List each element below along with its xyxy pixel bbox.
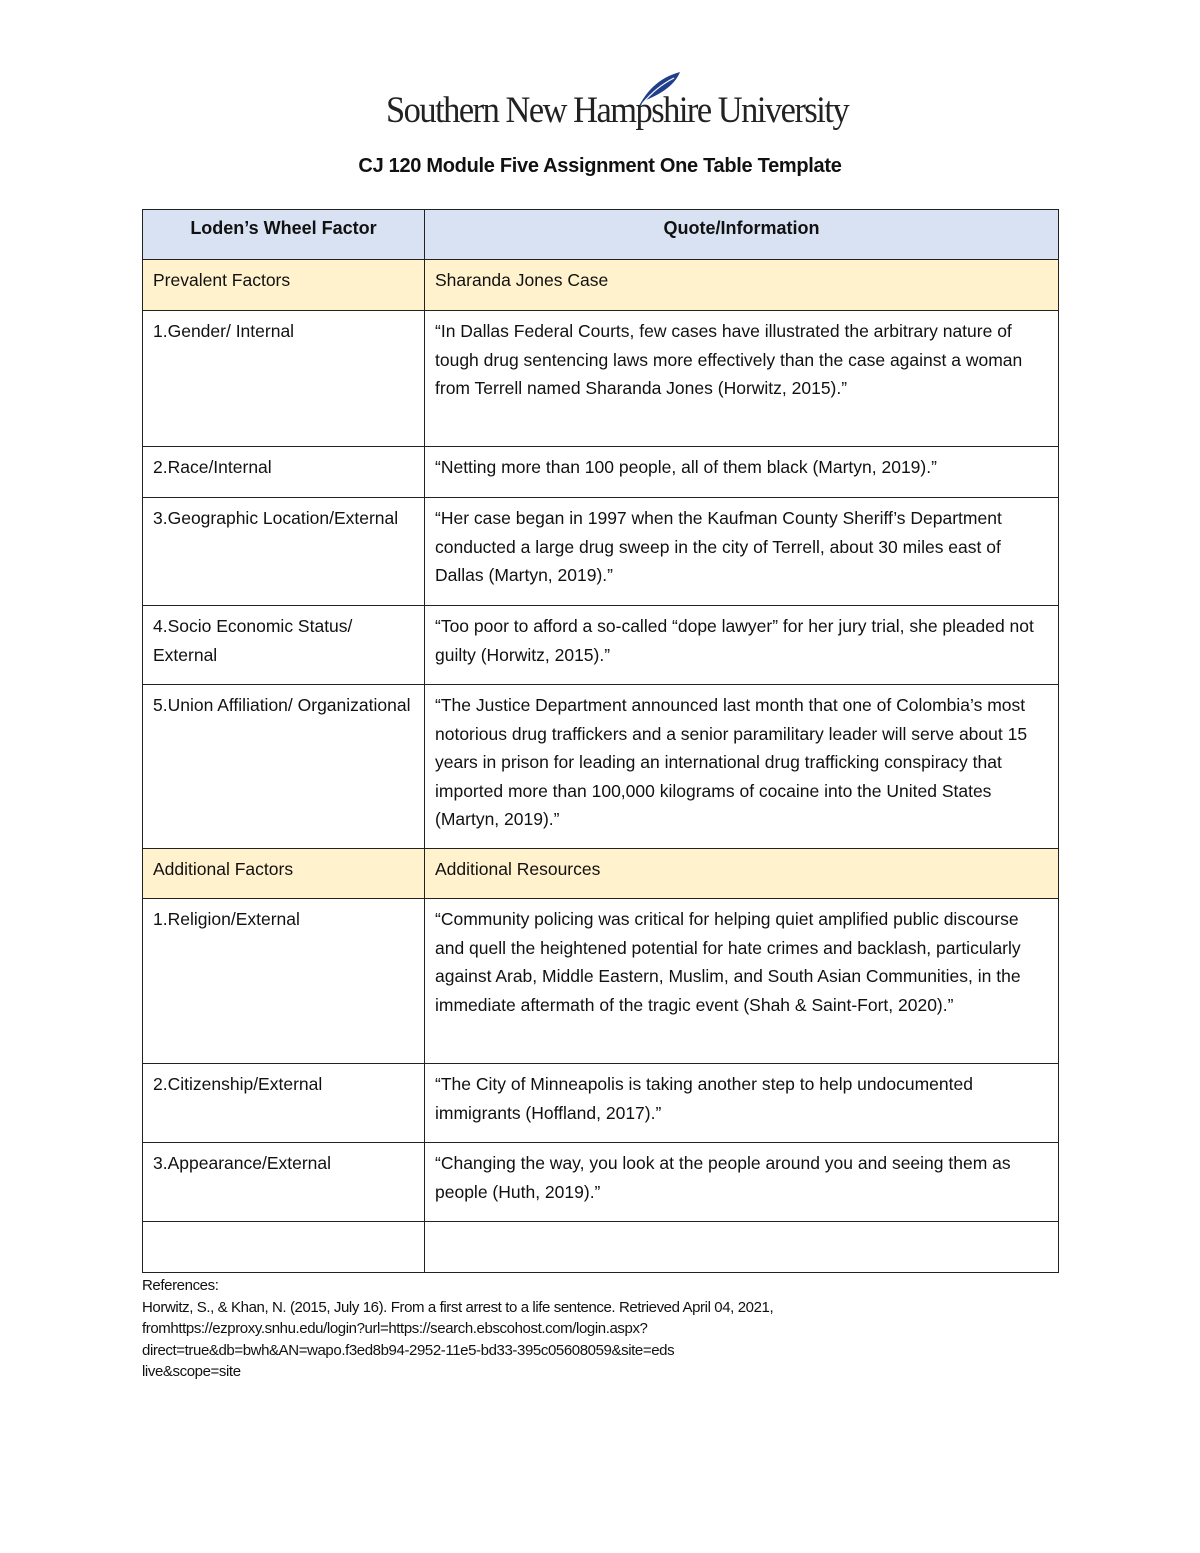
info-cell: “Community policing was critical for helping quiet amplified public discourse and quell the heightened potential for hate crimes and backlash, particularly against Arab, Middle Eastern, Muslim, and South Asian Communities, in the immediate aftermath of the tragic event (Shah & Saint-Fort, 2020).” [425,899,1059,1064]
info-cell: “The Justice Department announced last month that one of Colombia’s most notorious drug traffickers and a senior paramilitary leader will serve about 15 years in prison for leading an international drug trafficking conspiracy that imported more than 100,000 kilograms of cocaine into the United States (Martyn, 2019).” [425,685,1059,849]
factor-cell [143,1222,425,1273]
logo-text: Southern New Hampshire University [386,90,849,131]
info-cell: Sharanda Jones Case [425,260,1059,311]
reference-line: fromhttps://ezproxy.snhu.edu/login?url=https://search.ebscohost.com/login.aspx? [142,1320,648,1337]
references [142,1275,902,1383]
table-row [143,606,1059,685]
factor-cell: 2.Race/Internal [143,447,425,498]
info-cell: “Changing the way, you look at the people around you and seeing them as people (Huth, 2019).” [425,1143,1059,1222]
table-row [143,1143,1059,1222]
table-row [143,685,1059,849]
info-cell: “Her case began in 1997 when the Kaufman County Sheriff’s Department conducted a large drug sweep in the city of Terrell, about 30 miles east of Dallas (Martyn, 2019).” [425,498,1059,606]
info-cell: “Too poor to afford a so-called “dope lawyer” for her jury trial, she pleaded not guilty (Horwitz, 2015).” [425,606,1059,685]
info-cell [425,1222,1059,1273]
section-row [143,849,1059,899]
table-row [143,899,1059,1064]
info-cell: Additional Resources [425,849,1059,899]
factor-cell: 1.Gender/ Internal [143,311,425,447]
factor-cell: 1.Religion/External [143,899,425,1064]
loden-wheel-table [142,209,1059,1273]
reference-line: direct=true&db=bwh&AN=wapo.f3ed8b94-2952-11e5-bd33-395c05608059&site=eds [142,1341,675,1359]
table-row [143,1222,1059,1273]
table-row [143,498,1059,606]
reference-line: live&scope=site [142,1363,241,1380]
info-cell: “Netting more than 100 people, all of them black (Martyn, 2019).” [425,447,1059,498]
info-cell: “The City of Minneapolis is taking another step to help undocumented immigrants (Hoffland, 2017).” [425,1064,1059,1143]
reference-line: Horwitz, S., & Khan, N. (2015, July 16). From a first arrest to a life sentence. Retrieved April 04, 2021, [142,1298,774,1316]
table-header-row [143,210,1059,260]
factor-cell: 4.Socio Economic Status/ External [143,606,425,685]
column-header-factor: Loden’s Wheel Factor [143,210,425,260]
references-heading: References: [142,1277,219,1294]
info-cell: “In Dallas Federal Courts, few cases have illustrated the arbitrary nature of tough drug sentencing laws more effectively than the case against a woman from Terrell named Sharanda Jones (Horwitz, 2015).” [425,311,1059,447]
factor-cell: 3.Geographic Location/External [143,498,425,606]
factor-cell: Additional Factors [143,849,425,899]
factor-cell: 5.Union Affiliation/ Organizational [143,685,425,849]
document-title: CJ 120 Module Five Assignment One Table Template [358,155,842,177]
table-row [143,1064,1059,1143]
factor-cell: Prevalent Factors [143,260,425,311]
factor-cell: 3.Appearance/External [143,1143,425,1222]
university-logo [386,70,849,136]
table-row [143,447,1059,498]
column-header-info: Quote/Information [425,210,1059,260]
section-row [143,260,1059,311]
factor-cell: 2.Citizenship/External [143,1064,425,1143]
table-row [143,311,1059,447]
